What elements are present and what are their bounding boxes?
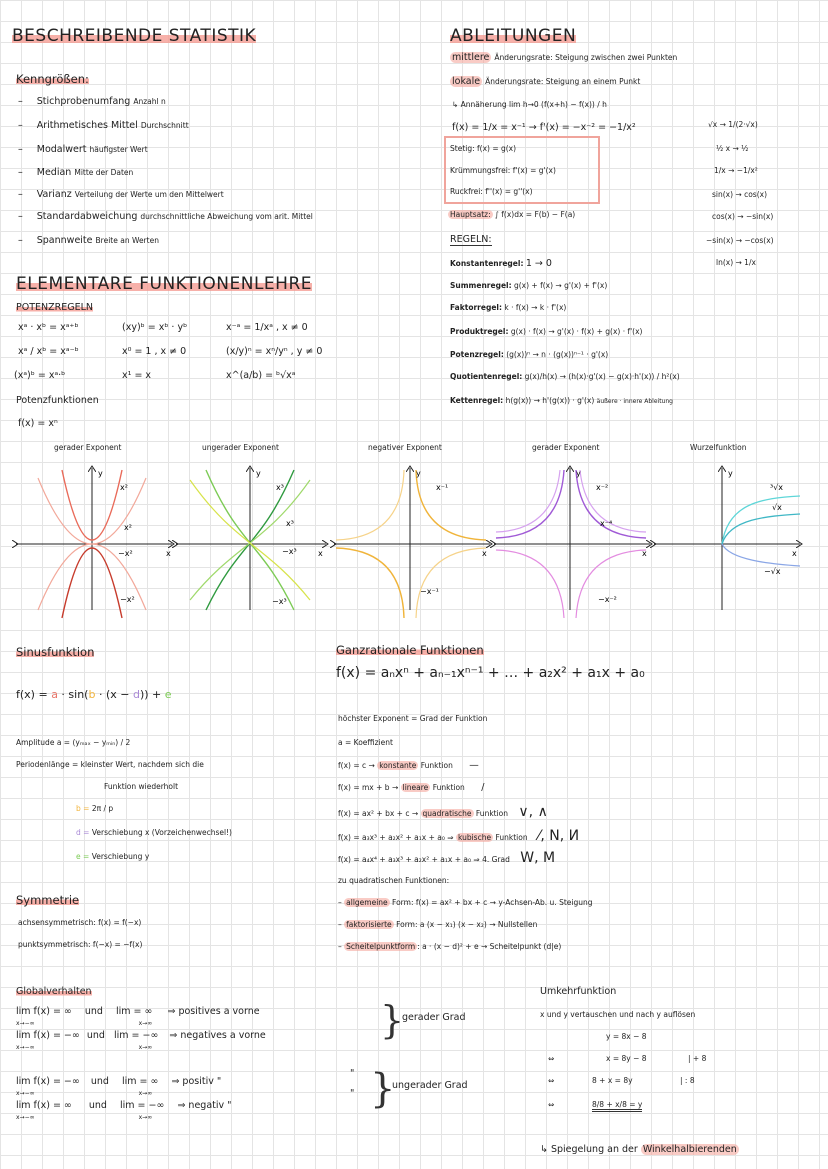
- graph-curve-label: −x³: [272, 597, 287, 606]
- deriv-item: √x → 1/(2·√x): [708, 120, 758, 129]
- potenzfunktionen-heading: Potenzfunktionen: [16, 395, 99, 406]
- deriv-item: −sin(x) → −cos(x): [706, 236, 774, 245]
- kenngroessen-heading: Kenngrößen:: [16, 72, 89, 86]
- curve-cbrt: [722, 496, 800, 544]
- deriv-item: cos(x) → −sin(x): [712, 212, 774, 221]
- regeln-heading: REGELN:: [450, 234, 492, 245]
- ableitungen-title: ABLEITUNGEN: [450, 26, 577, 46]
- umkehr-heading: Umkehrfunktion: [540, 986, 617, 997]
- potenzregeln-heading: POTENZREGELN: [16, 302, 93, 313]
- punktsymm: punktsymmetrisch: f(−x) = −f(x): [18, 940, 143, 949]
- type-line: f(x) = mx + b → lineare Funktion /: [338, 782, 485, 793]
- graph-axis-y-label: y: [728, 469, 733, 478]
- deriv-item: 1/x → −1/x²: [714, 166, 758, 175]
- umkehr-step: ⇔ 8/8 + x/8 = y: [548, 1100, 554, 1109]
- graph-axis-y-label: y: [256, 469, 261, 478]
- annaeherung: ↳ Annäherung lim h→0 (f(x+h) − f(x)) / h: [452, 100, 607, 109]
- achsensymm: achsensymmetrisch: f(x) = f(−x): [18, 918, 142, 927]
- quad-item: – allgemeine Form: f(x) = ax² + bx + c → y-Achsen-Ab. u. Steigung: [338, 898, 593, 907]
- curve-neg-x-2-l: [496, 550, 564, 618]
- ganzrational-heading: Ganzrationale Funktionen: [336, 643, 484, 657]
- curve-x-1-neg: [336, 548, 404, 618]
- graph-curve-label: x²: [120, 483, 128, 492]
- grad-line: höchster Exponent = Grad der Funktion: [338, 714, 488, 723]
- global-row: lim f(x) = ∞ und lim = ∞ ⇒ positives a vorne: [16, 1006, 260, 1017]
- umkehr-desc: x und y vertauschen und nach y auflösen: [540, 1010, 696, 1019]
- regel-item: Konstantenregel: 1 → 0: [450, 258, 552, 269]
- curve-x-1: [416, 470, 486, 540]
- graphs-svg: [0, 460, 828, 630]
- kenn-item: – Arithmetisches Mittel Durchschnitt: [18, 120, 189, 131]
- quad-item: – faktorisierte Form: a (x − x₁) (x − x₂) → Nullstellen: [338, 920, 538, 929]
- umkehr-step: ⇔ x = 8y − 8 | + 8: [548, 1054, 707, 1063]
- koeff-line: a = Koeffizient: [338, 738, 393, 747]
- global-sub: x→−∞ x→∞: [16, 1090, 153, 1097]
- mittlere-line: mittlere Änderungsrate: Steigung zwischen zwei Punkten: [452, 52, 678, 63]
- funktionenlehre-title: ELEMENTARE FUNKTIONENLEHRE: [16, 274, 312, 294]
- boxed-line: Ruckfrei: f''(x) = g''(x): [450, 187, 533, 196]
- graph-axis-y-label: y: [416, 469, 421, 478]
- curve-neg-sqrt: [722, 544, 800, 566]
- regel-item: Quotientenregel: g(x)/h(x) → (h(x)·g'(x) − g(x)·h'(x)) / h²(x): [450, 372, 680, 381]
- global-sub: x→−∞ x→∞: [16, 1044, 153, 1051]
- potenz-rule: x¹ = x: [122, 370, 152, 381]
- potenz-rule: (xy)ᵇ = xᵇ · yᵇ: [122, 322, 188, 333]
- graph-curve-label: −x³: [282, 547, 297, 556]
- quad-heading: zu quadratischen Funktionen:: [338, 876, 450, 885]
- graph-label: negativer Exponent: [368, 443, 442, 452]
- deriv-item: sin(x) → cos(x): [712, 190, 767, 199]
- graph-wurzelfunktion: [654, 468, 800, 610]
- graph-curve-label: x⁻⁴: [600, 519, 613, 528]
- graph-label: Wurzelfunktion: [690, 443, 747, 452]
- ganzrational-formula: f(x) = aₙxⁿ + aₙ₋₁xⁿ⁻¹ + … + a₂x² + a₁x + a₀: [336, 665, 645, 681]
- ungerader-grad: ungerader Grad: [392, 1080, 468, 1091]
- regel-item: Summenregel: g(x) + f(x) → g'(x) + f'(x): [450, 281, 608, 290]
- spiegelung-line: ↳ Spiegelung an der Winkelhalbierenden: [540, 1144, 737, 1155]
- graph-curve-label: −x⁻²: [598, 595, 617, 604]
- graph-curve-label: −x²: [120, 595, 135, 604]
- graph-curve-label: x³: [276, 483, 284, 492]
- kenn-item: – Standardabweichung durchschnittliche Abweichung vom arit. Mittel: [18, 211, 313, 222]
- potenzfunktion-formula: f(x) = xⁿ: [18, 418, 58, 429]
- deriv-item: ½ x → ½: [716, 144, 749, 153]
- brace-ungerade: }: [370, 1066, 396, 1112]
- graph-curve-label: x⁻²: [596, 483, 609, 492]
- graph-curve-label: ³√x: [770, 483, 784, 492]
- graph-curve-label: −√x: [764, 567, 781, 576]
- graph-gerader-exponent-neg: [494, 468, 650, 618]
- d-line: d = Verschiebung x (Vorzeichenwechsel!): [76, 828, 232, 837]
- potenz-rule: (xᵃ)ᵇ = xᵃ·ᵇ: [14, 370, 66, 381]
- type-line: f(x) = a₄x⁴ + a₃x³ + a₂x² + a₁x + a₀ ⇒ 4. Grad W, M: [338, 850, 556, 866]
- graph-curve-label: −x⁻¹: [420, 587, 439, 596]
- curve-x-4-r: [580, 470, 646, 532]
- graph-axis-x-label: x: [318, 549, 323, 558]
- potenz-rule: xᵃ / xᵇ = xᵃ⁻ᵇ: [18, 346, 79, 357]
- b-line: b = 2π / p: [76, 804, 114, 813]
- lokale-line: lokale Änderungsrate: Steigung an einem Punkt: [452, 76, 641, 87]
- periode-line: Periodenlänge = kleinster Wert, nachdem sich die: [16, 760, 204, 769]
- statistik-title: BESCHREIBENDE STATISTIK: [12, 26, 257, 46]
- global-row: lim f(x) = −∞ und lim = ∞ ⇒ positiv ": [16, 1076, 222, 1087]
- quad-item: – Scheitelpunktform : a · (x − d)² + e → Scheitelpunkt (d|e): [338, 942, 562, 951]
- global-row: lim f(x) = ∞ und lim = −∞ ⇒ negativ ": [16, 1100, 232, 1111]
- regel-item: Kettenregel: h(g(x)) → h'(g(x)) · g'(x) äußere · innere Ableitung: [450, 396, 673, 405]
- type-line: f(x) = ax² + bx + c → quadratische Funktion ∨, ∧: [338, 804, 548, 820]
- boxed-line: Krümmungsfrei: f'(x) = g'(x): [450, 166, 556, 175]
- ableitung-example: f(x) = 1/x = x⁻¹ → f'(x) = −x⁻² = −1/x²: [452, 122, 636, 133]
- regel-item: Potenzregel: (g(x))ⁿ → n · (g(x))ⁿ⁻¹ · g'(x): [450, 350, 609, 359]
- graph-axis-y-label: y: [576, 469, 581, 478]
- curve-neg-x-1-b: [336, 470, 404, 540]
- curve-neg-x-2-r: [576, 550, 646, 618]
- gerader-grad: gerader Grad: [402, 1012, 466, 1023]
- kenn-item: – Median Mitte der Daten: [18, 167, 133, 178]
- kenn-item: – Modalwert häufigster Wert: [18, 144, 148, 155]
- graph-axis-x-label: x: [642, 549, 647, 558]
- potenz-rule: x⁰ = 1 , x ≠ 0: [122, 346, 187, 357]
- graph-axis-x-label: x: [792, 549, 797, 558]
- potenz-rule: x^(a/b) = ᵇ√xᵃ: [226, 370, 296, 381]
- umkehr-step: ⇔ 8 + x = 8y | : 8: [548, 1076, 695, 1085]
- graph-axis-y-label: y: [98, 469, 103, 478]
- kenn-item: – Spannweite Breite an Werten: [18, 235, 159, 246]
- curve-neg-x-1: [416, 548, 486, 618]
- graph-ungerader-exponent: [176, 468, 326, 610]
- regel-item: Produktregel: g(x) · f(x) → g'(x) · f(x) + g(x) · f'(x): [450, 327, 643, 336]
- type-line: f(x) = c → konstante Funktion —: [338, 760, 479, 771]
- graph-curve-label: x⁻¹: [436, 483, 449, 492]
- graph-gerader-exponent: [16, 468, 172, 618]
- curve-x-4-l: [496, 470, 560, 532]
- curve-sqrt: [722, 514, 800, 544]
- regel-item: Faktorregel: k · f(x) → k · f'(x): [450, 303, 567, 312]
- deriv-item: ln(x) → 1/x: [716, 258, 756, 267]
- graph-negativer-exponent: [334, 468, 490, 618]
- graph-curve-label: −x²: [118, 549, 133, 558]
- e-line: e = Verschiebung y: [76, 852, 150, 861]
- graph-curve-label: x³: [286, 519, 294, 528]
- global-row: lim f(x) = −∞ und lim = −∞ ⇒ negatives a vorne: [16, 1030, 266, 1041]
- global-heading: Globalverhalten: [16, 986, 92, 997]
- type-line: f(x) = a₃x³ + a₂x² + a₁x + a₀ ⇒ kubische Funktion ⁄, N, И: [338, 828, 580, 844]
- ditto-mark: ": [350, 1088, 355, 1099]
- potenz-rule: x⁻ᵃ = 1/xᵃ , x ≠ 0: [226, 322, 308, 333]
- graph-label: gerader Exponent: [532, 443, 600, 452]
- kenn-item: – Stichprobenumfang Anzahl n: [18, 96, 166, 107]
- potenz-rule: xᵃ · xᵇ = xᵃ⁺ᵇ: [18, 322, 79, 333]
- hauptsatz-line: Hauptsatz: ∫ f(x)dx = F(b) − F(a): [450, 210, 576, 219]
- graph-curve-label: √x: [772, 503, 782, 512]
- boxed-line: Stetig: f(x) = g(x): [450, 144, 517, 153]
- graph-axis-x-label: x: [482, 549, 487, 558]
- sinus-formula: f(x) = a · sin(b · (x − d)) + e: [16, 688, 172, 701]
- sinus-heading: Sinusfunktion: [16, 645, 95, 659]
- symmetrie-heading: Symmetrie: [16, 893, 80, 907]
- global-sub: x→−∞ x→∞: [16, 1020, 153, 1027]
- graph-axis-x-label: x: [166, 549, 171, 558]
- global-sub: x→−∞ x→∞: [16, 1114, 153, 1121]
- graph-label: ungerader Exponent: [202, 443, 279, 452]
- ditto-mark: ": [350, 1068, 355, 1079]
- potenz-rule: (x/y)ⁿ = xⁿ/yⁿ , y ≠ 0: [226, 346, 323, 357]
- kenn-item: – Varianz Verteilung der Werte um den Mittelwert: [18, 189, 224, 200]
- curve-x-2-l: [496, 470, 564, 538]
- graph-curve-label: x²: [124, 523, 132, 532]
- periode-line-2: Funktion wiederholt: [104, 782, 179, 791]
- graph-label: gerader Exponent: [54, 443, 122, 452]
- amplitude-line: Amplitude a = (yₘₐₓ − yₘᵢₙ) / 2: [16, 738, 131, 747]
- brace-gerade: }: [380, 998, 405, 1042]
